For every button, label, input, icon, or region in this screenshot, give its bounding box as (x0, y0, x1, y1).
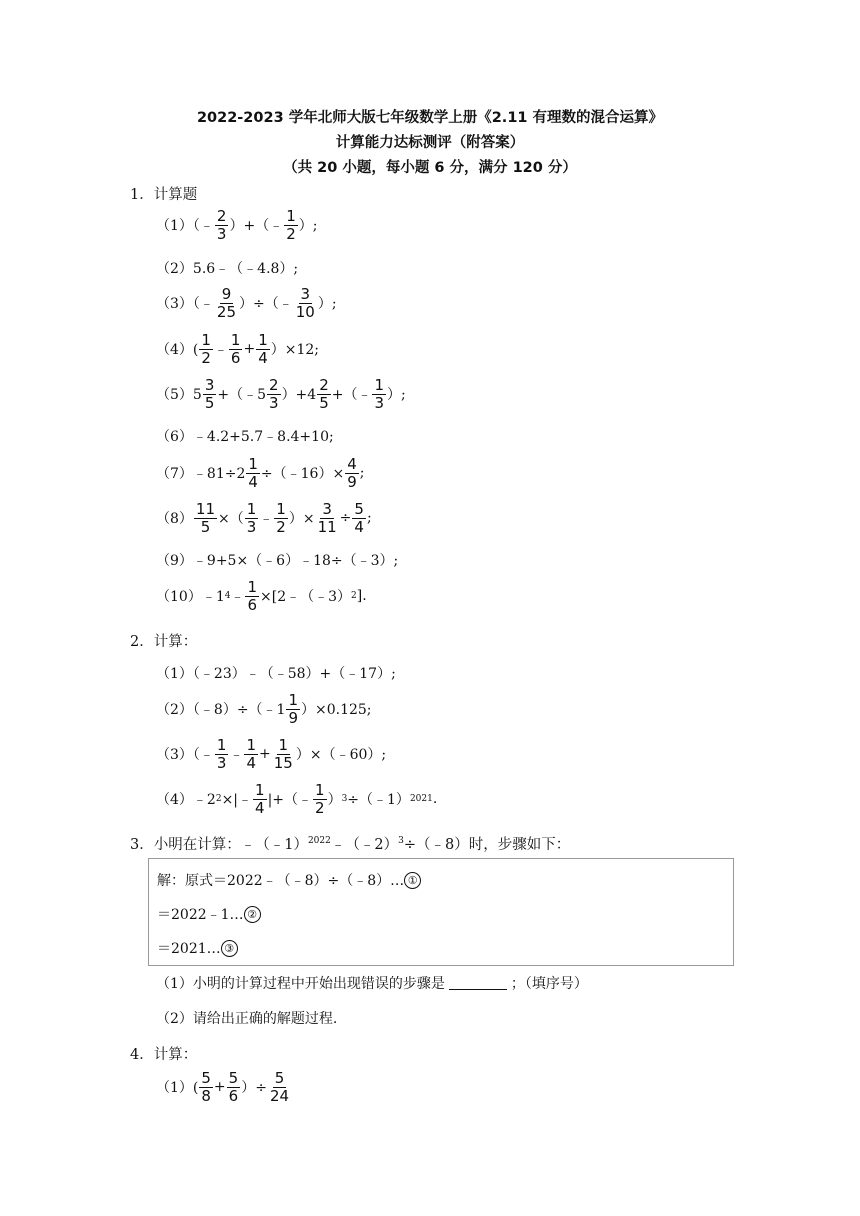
q2-item-1: （1）（﹣23）﹣（﹣58）+（﹣17）; (156, 666, 396, 682)
fraction: $\frac{5}{4}$ (354, 499, 364, 536)
title-line-3: （共 20 小题，每小题 6 分，满分 120 分） (283, 160, 577, 176)
fraction: $\frac{1}{6}$ (247, 577, 258, 614)
fraction: $\frac{1}{6}$ (230, 330, 241, 367)
fraction: $\frac{2}{3}$ (216, 206, 227, 243)
fraction: $\frac{1}{4}$ (248, 454, 258, 491)
fraction: $\frac{1}{2}$ (276, 499, 286, 536)
solution-box (148, 858, 734, 966)
q1-item-6: （6）﹣4.2+5.7﹣8.4+10; (156, 429, 334, 445)
fraction: $\frac{1}{2}$ (315, 780, 325, 817)
question-1-heading: 1．计算题 (130, 187, 198, 203)
fraction: $\frac{1}{2}$ (286, 206, 296, 243)
q1-item-3: （3）（﹣ $\frac{9}{25}$ ）÷（﹣ $\frac{3}{10}$ ）; (156, 284, 337, 321)
fraction: $\frac{2}{3}$ (269, 375, 279, 412)
fraction: $\frac{1}{3}$ (216, 735, 227, 772)
step-marker: ③ (221, 940, 238, 957)
fraction: $\frac{1}{15}$ (273, 735, 293, 772)
fraction: $\frac{5}{6}$ (228, 1068, 239, 1105)
q1-item-1: （1）（﹣ $\frac{2}{3}$ ）+（﹣ $\frac{1}{2}$ ）; (156, 206, 318, 243)
question-2-heading: 2．计算： (130, 634, 198, 650)
q1-item-9: （9）﹣9+5×（﹣6）﹣18÷（﹣3）; (156, 553, 399, 569)
fraction: $\frac{3}{5}$ (204, 375, 215, 412)
fraction: $\frac{3}{10}$ (295, 284, 315, 321)
q1-item-5: （5）5 $\frac{3}{5}$ +（﹣5 $\frac{2}{3}$ ）+4 $\frac{2}{5}$ +（﹣ $\frac{1}{3}$ ）; (156, 375, 406, 412)
title-line-2: 计算能力达标测评（附答案） (335, 135, 525, 151)
q1-item-10: （10）﹣1 4 ﹣ $\frac{1}{6}$ ×[2﹣（﹣3） 2 ]. (156, 577, 367, 614)
fraction: $\frac{1}{4}$ (255, 780, 265, 817)
q2-item-3: （3）（﹣ $\frac{1}{3}$ ﹣ $\frac{1}{4}$ + $\frac{1}{15}$ ）×（﹣60）; (156, 735, 387, 772)
fraction: $\frac{2}{5}$ (319, 375, 329, 412)
question-4-heading: 4．计算： (130, 1047, 198, 1063)
q1-item-2: （2）5.6﹣（﹣4.8）; (156, 261, 299, 277)
fraction: $\frac{1}{9}$ (288, 690, 298, 727)
q2-item-2: （2）（﹣8）÷（﹣1 $\frac{1}{9}$ ）×0.125; (156, 690, 372, 727)
fraction: $\frac{3}{11}$ (317, 499, 337, 536)
q2-item-4: （4）﹣2 2 ×|﹣ $\frac{1}{4}$ |+（﹣ $\frac{1}{2}$ ） 3 ÷（﹣1） 2021 . (156, 780, 438, 817)
solution-step-3: ＝2021… ③ (157, 938, 238, 958)
fraction: $\frac{11}{5}$ (195, 499, 216, 536)
fraction: $\frac{4}{9}$ (347, 454, 357, 491)
question-3-heading: 3．小明在计算：﹣（﹣1）$^{2022}$﹣（﹣2）$^3$÷（﹣8）时，步骤如下： (130, 836, 571, 853)
solution-step-2: ＝2022﹣1… ② (157, 904, 261, 924)
fraction: $\frac{1}{2}$ (201, 330, 211, 367)
fraction: $\frac{9}{25}$ (216, 284, 237, 321)
q1-item-7: （7）﹣81÷2 $\frac{1}{4}$ ÷（﹣16）× $\frac{4}{9}$ ; (156, 454, 365, 491)
q1-item-8: （8） $\frac{11}{5}$ ×（ $\frac{1}{3}$ ﹣ $\frac{1}{2}$ ）× $\frac{3}{11}$ ÷ $\frac{5}{4}$ ; (156, 499, 372, 536)
q1-item-4: （4）( $\frac{1}{2}$ ﹣ $\frac{1}{6}$ + $\frac{1}{4}$ ）×12; (156, 330, 320, 367)
solution-step-1: 解：原式＝2022﹣（﹣8）÷（﹣8）… ① (157, 870, 421, 890)
fraction: $\frac{1}{4}$ (246, 735, 257, 772)
fraction: $\frac{1}{4}$ (258, 330, 268, 367)
fraction: $\frac{5}{24}$ (269, 1068, 290, 1105)
answer-blank[interactable] (449, 977, 507, 990)
fraction: $\frac{1}{3}$ (246, 499, 257, 536)
q4-item-1: （1）( $\frac{5}{8}$ + $\frac{5}{6}$ ）÷ $\frac{5}{24}$ (156, 1068, 290, 1105)
q3-sub-1: （1）小明的计算过程中开始出现错误的步骤是 ；（填序号） (156, 976, 588, 992)
fraction: $\frac{1}{3}$ (374, 375, 385, 412)
step-marker: ① (404, 872, 421, 889)
title-line-1: 2022-2023 学年北师大版七年级数学上册《2.11 有理数的混合运算》 (196, 110, 664, 126)
step-marker: ② (244, 906, 261, 923)
fraction: $\frac{5}{8}$ (201, 1068, 211, 1105)
q3-sub-2: （2）请给出正确的解题过程. (156, 1011, 338, 1027)
